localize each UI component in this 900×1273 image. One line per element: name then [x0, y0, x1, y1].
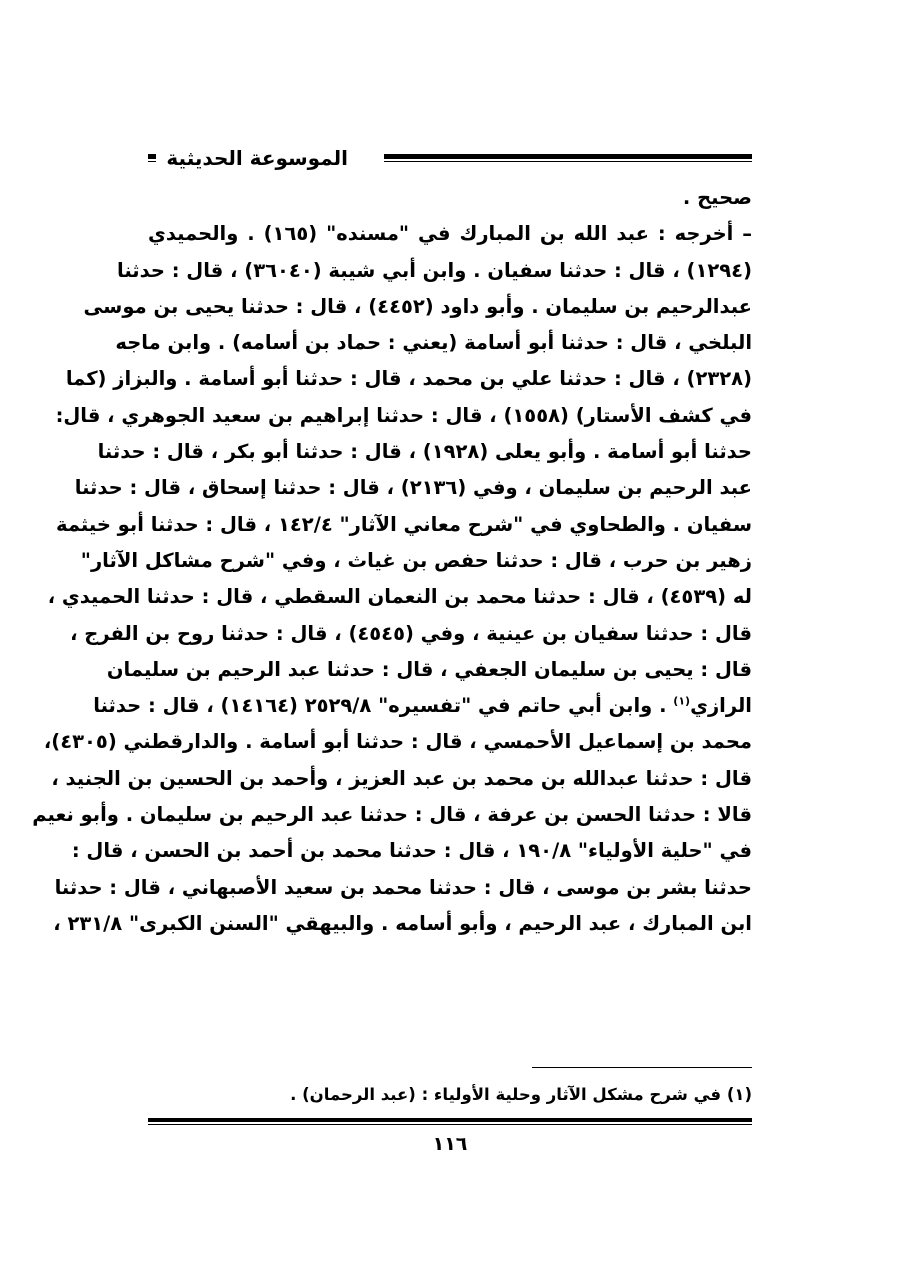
- header-rule-right-thin: [384, 161, 752, 162]
- text-line: (٢٣٢٨) ، قال : حدثنا علي بن محمد ، قال : حدثنا أبو أسامة . والبزاز (كما: [65, 367, 752, 391]
- text-line: – أخرجه : عبد الله بن المبارك في "مسنده" (١٦٥) . والحميدي: [148, 222, 752, 246]
- text-line: قالا : حدثنا الحسن بن عرفة ، قال : حدثنا عبد الرحيم بن سليمان . وأبو نعيم: [32, 803, 752, 827]
- text-line: (١٢٩٤) ، قال : حدثنا سفيان . وابن أبي شيبة (٣٦٠٤٠) ، قال : حدثنا: [117, 258, 752, 282]
- text-segment: . وابن أبي حاتم في "تفسيره" ٢٥٢٩/٨ (١٤١٦٤) ، قال : حدثنا: [93, 694, 674, 718]
- footnote: (١) في شرح مشكل الآثار وحلية الأولياء : (عبد الرحمان) .: [290, 1085, 752, 1104]
- page-header: [148, 144, 752, 174]
- text-segment: الرازي: [690, 694, 752, 718]
- text-line: عبدالرحيم بن سليمان . وأبو داود (٤٤٥٢) ، قال : حدثنا يحيى بن موسى: [83, 294, 752, 318]
- text-line: قال : حدثنا سفيان بن عينية ، وفي (٤٥٤٥) ، قال : حدثنا روح بن الفرج ،: [70, 621, 752, 645]
- footnote-marker: (١): [673, 694, 691, 708]
- text-line: ابن المبارك ، عبد الرحيم ، وأبو أسامه . والبيهقي "السنن الكبرى" ٢٣١/٨ ،: [53, 911, 752, 935]
- document-page: [32, 130, 752, 1160]
- text-line: قال : يحيى بن سليمان الجعفي ، قال : حدثنا عبد الرحيم بن سليمان: [106, 657, 752, 681]
- text-line: سفيان . والطحاوي في "شرح معاني الآثار" ١٤٢/٤ ، قال : حدثنا أبو خيثمة: [56, 512, 752, 536]
- text-line: في "حلية الأولياء" ١٩٠/٨ ، قال : حدثنا محمد بن أحمد بن الحسن ، قال :: [71, 839, 752, 863]
- text-line-with-footnote: [93, 688, 752, 724]
- main-text: [32, 180, 752, 942]
- footer-rule-thin: [148, 1124, 752, 1125]
- page-number: ١١٦: [432, 1133, 468, 1155]
- header-rule-right-thick: [384, 154, 752, 159]
- text-line: البلخي ، قال : حدثنا أبو أسامة (يعني : حماد بن أسامه) . وابن ماجه: [115, 331, 752, 355]
- footer-rule-thick: [148, 1118, 752, 1122]
- text-line: محمد بن إسماعيل الأحمسي ، قال : حدثنا أبو أسامة . والدارقطني (٤٣٠٥)،: [43, 730, 752, 754]
- text-line: قال : حدثنا عبدالله بن محمد بن عبد العزيز ، وأحمد بن الحسين بن الجنيد ،: [51, 766, 752, 790]
- text-line: زهير بن حرب ، قال : حدثنا حفص بن غياث ، وفي "شرح مشاكل الآثار": [80, 548, 752, 572]
- text-line: له (٤٥٣٩) ، قال : حدثنا محمد بن النعمان السقطي ، قال : حدثنا الحميدي ،: [47, 585, 752, 609]
- text-line: حدثنا أبو أسامة . وأبو يعلى (١٩٢٨) ، قال : حدثنا أبو بكر ، قال : حدثنا: [97, 440, 752, 464]
- text-line: عبد الرحيم بن سليمان ، وفي (٢١٣٦) ، قال : حدثنا إسحاق ، قال : حدثنا: [74, 476, 752, 500]
- text-line: حدثنا بشر بن موسى ، قال : حدثنا محمد بن سعيد الأصبهاني ، قال : حدثنا: [54, 875, 752, 899]
- text-line: صحيح .: [682, 186, 752, 209]
- footnote-separator: [532, 1067, 752, 1068]
- text-line: في كشف الأستار) (١٥٥٨) ، قال : حدثنا إبراهيم بن سعيد الجوهري ، قال:: [55, 403, 752, 427]
- book-title: الموسوعة الحديثية: [156, 144, 358, 172]
